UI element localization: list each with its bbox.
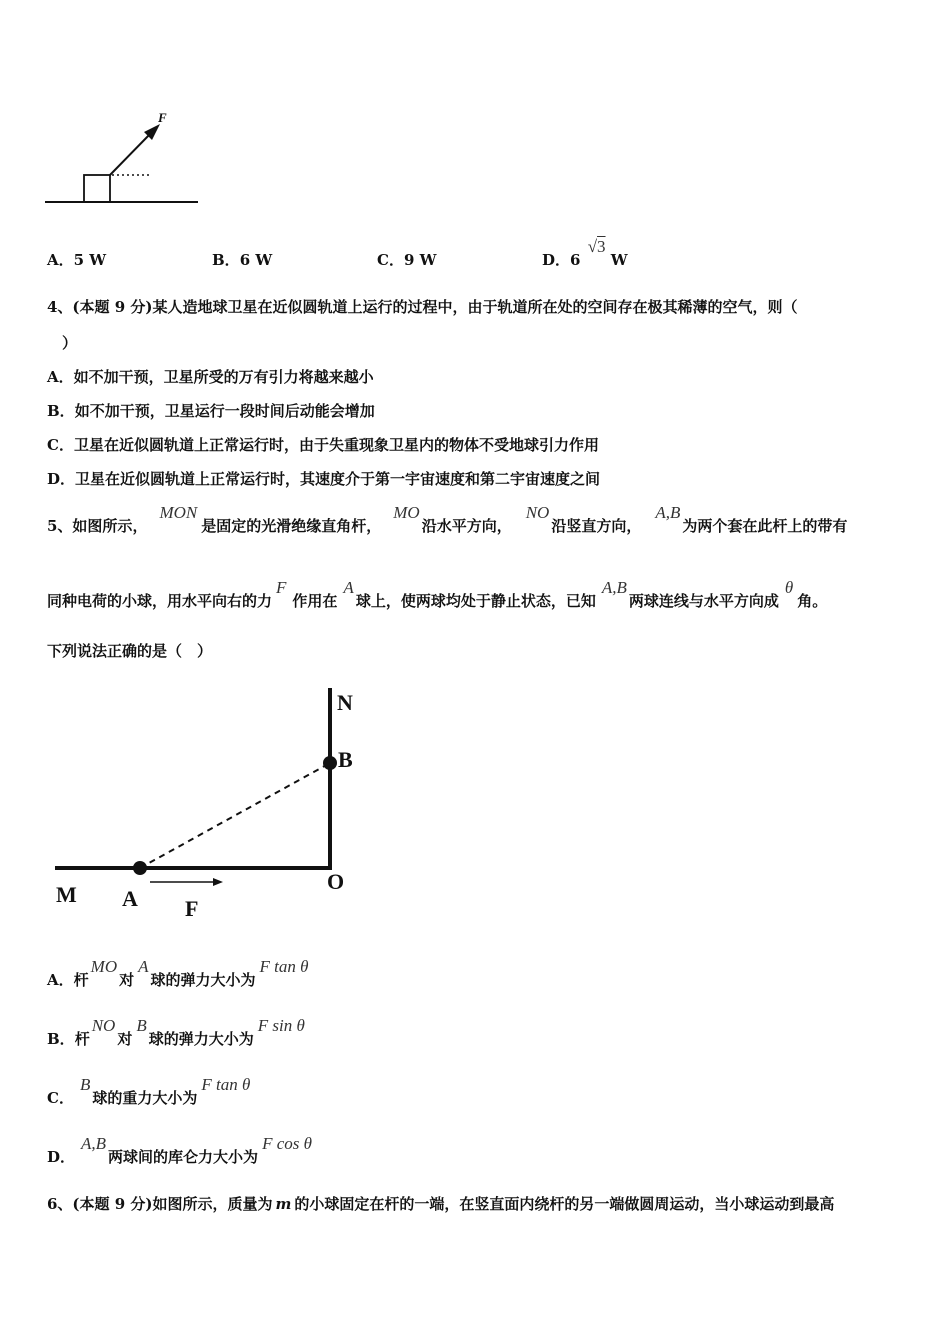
label-A: A <box>122 886 138 911</box>
q5-option-c-letter: C． <box>47 1089 74 1107</box>
q3-option-d-pre: 6 <box>570 251 581 269</box>
q3-option-a-letter: A． <box>47 251 74 269</box>
q5-option-a <box>47 957 309 990</box>
q3-option-d-radical <box>588 237 606 256</box>
q5-option-a-m2: A <box>138 957 149 976</box>
q5-option-b-m1: NO <box>91 1016 116 1035</box>
label-M: M <box>56 882 77 907</box>
q5-l2-b: 作用在 <box>292 592 338 610</box>
label-O: O <box>327 869 345 894</box>
q3-option-d-letter: D． <box>542 251 571 269</box>
force-arrow-head-F <box>213 878 223 886</box>
dashed-line-AB <box>140 763 330 868</box>
q4-stem-end: ） <box>62 334 78 352</box>
q3-option-b-text: 6 W <box>239 251 273 269</box>
q5-l1-e: 为两个套在此杆上的带有 <box>682 517 848 535</box>
q5-line-2 <box>47 578 828 611</box>
q5-l1-c: 沿水平方向， <box>421 517 512 535</box>
q5-l2-d: 两球连线与水平方向成 <box>628 592 779 610</box>
q3-option-c <box>377 249 436 270</box>
q5-math-MON: MON <box>159 503 198 522</box>
q5-option-d <box>47 1134 312 1167</box>
q5-math-F: F <box>276 578 287 597</box>
q4-stem: 4、(本题 9 分)某人造地球卫星在近似圆轨道上运行的过程中，由于轨道所在处的空间存在极其稀薄的空气，则（ <box>47 298 798 316</box>
q5-l1-a: 5、如图所示， <box>47 517 148 535</box>
right-angle-rod-figure <box>45 680 375 925</box>
q5-option-d-t1: 两球间的库仑力大小为 <box>108 1148 259 1166</box>
q3-option-b-letter: B． <box>212 251 240 269</box>
q5-option-b-letter: B． <box>47 1030 75 1048</box>
q5-math-AB-2: A,B <box>601 578 627 597</box>
q4-option-b <box>47 400 375 421</box>
label-B: B <box>338 747 353 772</box>
block <box>84 175 110 202</box>
q5-option-b-t2: 对 <box>117 1030 133 1048</box>
q4-option-d-text: 卫星在近似圆轨道上正常运行时，其速度介于第一宇宙速度和第二宇宙速度之间 <box>75 470 601 488</box>
sqrt-sign: √ <box>587 237 598 256</box>
q5-option-c-m1: B <box>79 1075 91 1094</box>
ball-B <box>323 756 337 770</box>
block-force-figure <box>40 108 210 212</box>
q5-option-a-letter: A． <box>47 971 74 989</box>
force-arrow-shaft <box>110 132 152 175</box>
q5-line-1 <box>47 503 848 536</box>
q4-option-c-letter: C． <box>47 436 74 454</box>
q5-option-a-m1: MO <box>90 957 118 976</box>
q5-math-MO: MO <box>393 503 420 522</box>
q3-option-c-letter: C． <box>377 251 404 269</box>
q4-option-c-text: 卫星在近似圆轨道上正常运行时，由于失重现象卫星内的物体不受地球引力作用 <box>73 436 599 454</box>
q5-line-3: 下列说法正确的是（ ） <box>47 642 213 660</box>
q5-option-c <box>47 1075 251 1108</box>
q6-stem <box>47 1193 834 1214</box>
q4-option-a-text: 如不加干预，卫星所受的万有引力将越来越小 <box>73 368 374 386</box>
q5-option-b-m2: B <box>136 1016 147 1035</box>
q3-option-d <box>542 237 628 270</box>
q5-math-NO: NO <box>525 503 550 522</box>
q3-option-d-unit: W <box>610 251 628 269</box>
q5-option-a-t3: 球的弹力大小为 <box>150 971 256 989</box>
q4-option-a <box>47 366 374 387</box>
q5-option-c-t1: 球的重力大小为 <box>92 1089 198 1107</box>
q5-l1-d: 沿竖直方向， <box>551 517 642 535</box>
q4-option-d-letter: D． <box>47 470 76 488</box>
q3-option-a-text: 5 W <box>73 251 107 269</box>
q5-option-d-letter: D． <box>47 1148 76 1166</box>
ball-A <box>133 861 147 875</box>
q6-stem-b: 的小球固定在杆的一端，在竖直面内绕杆的另一端做圆周运动，当小球运动到最高 <box>294 1195 835 1213</box>
q5-l2-c: 球上，使两球均处于静止状态，已知 <box>355 592 596 610</box>
q5-math-theta: θ <box>784 578 794 597</box>
q5-l2-a: 同种电荷的小球，用水平向右的力 <box>47 592 273 610</box>
q5-option-d-m1: A,B <box>81 1134 107 1153</box>
q6-math-m: m <box>275 1195 292 1213</box>
q6-stem-a: 6、(本题 9 分)如图所示，质量为 <box>47 1195 273 1213</box>
q4-option-d <box>47 468 600 489</box>
q5-math-AB: A,B <box>655 503 681 522</box>
q5-option-c-m2: F tan θ <box>201 1075 251 1094</box>
sqrt-radicand: 3 <box>597 237 606 256</box>
q5-option-a-t1: 杆 <box>73 971 89 989</box>
q5-math-A: A <box>343 578 354 597</box>
q3-option-b <box>212 249 272 270</box>
q4-option-b-text: 如不加干预，卫星运行一段时间后动能会增加 <box>74 402 375 420</box>
label-N: N <box>337 690 353 715</box>
q3-option-a <box>47 249 106 270</box>
q5-option-a-t2: 对 <box>119 971 135 989</box>
q5-option-b-t1: 杆 <box>74 1030 90 1048</box>
q5-option-b-m3: F sin θ <box>257 1016 305 1035</box>
q3-option-c-text: 9 W <box>403 251 437 269</box>
q4-option-c <box>47 434 599 455</box>
q5-option-a-m3: F tan θ <box>259 957 309 976</box>
force-label-F: F <box>158 110 167 125</box>
q5-option-d-m2: F cos θ <box>262 1134 312 1153</box>
q5-l1-b: 是固定的光滑绝缘直角杆， <box>201 517 382 535</box>
q5-option-b-t3: 球的弹力大小为 <box>148 1030 254 1048</box>
label-F: F <box>185 896 199 921</box>
q4-option-a-letter: A． <box>47 368 74 386</box>
q5-option-b <box>47 1016 305 1049</box>
q4-option-b-letter: B． <box>47 402 75 420</box>
q5-l2-e: 角。 <box>797 592 828 610</box>
